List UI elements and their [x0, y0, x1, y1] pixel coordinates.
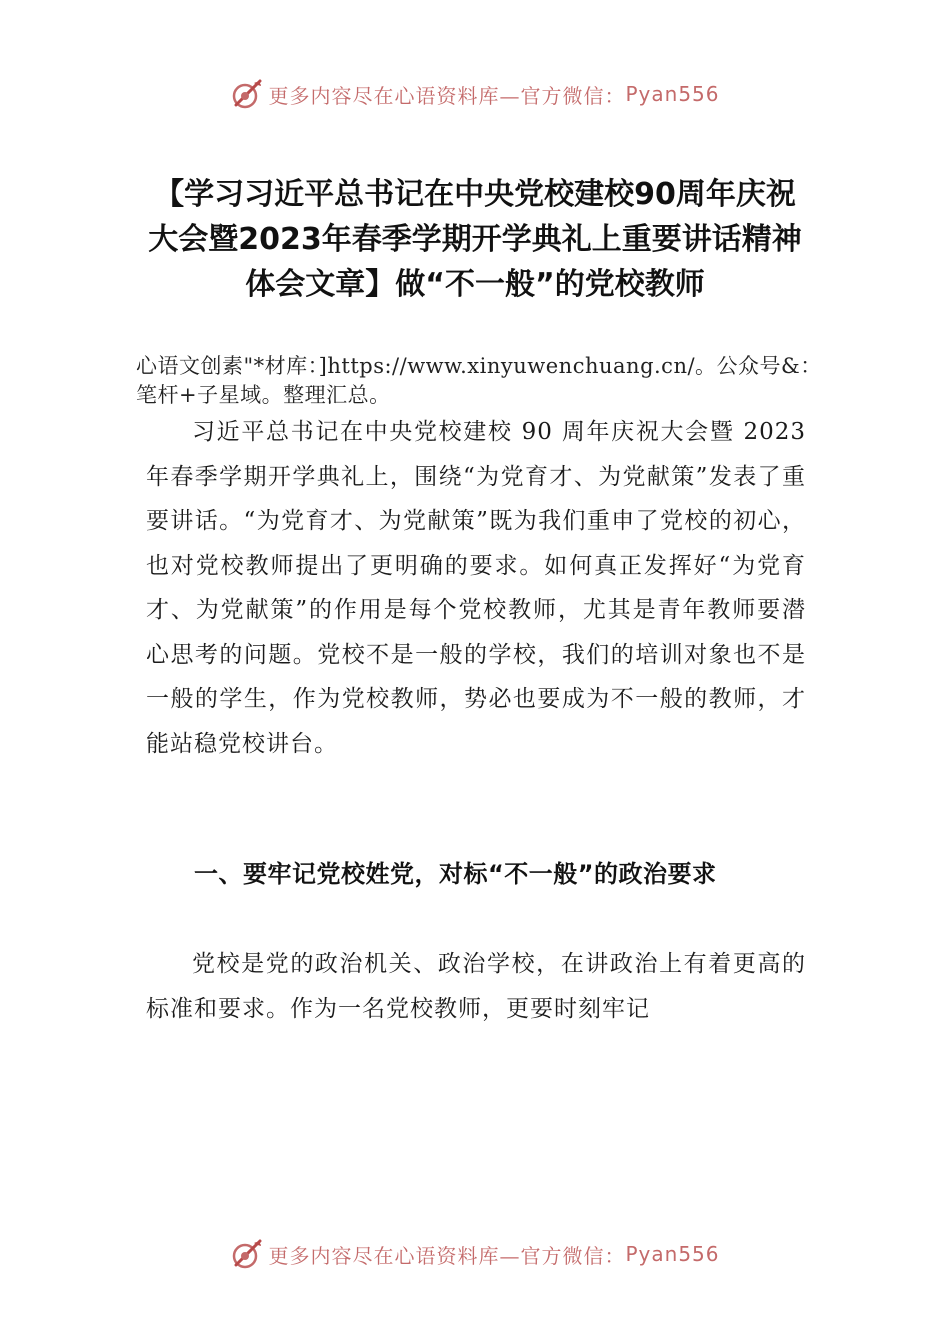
- footer-banner: [0, 1232, 950, 1276]
- footer-brand-text: 更多内容尽在心语资料库—官方微信：: [268, 1243, 626, 1268]
- banner-brand-text: 更多内容尽在心语资料库—官方微信：: [268, 83, 626, 108]
- source-note: 心语文创素"*材库：]https://www.xinyuwenchuang.cn/。公众号&：笔杆+子星域。整理汇总。: [136, 354, 822, 407]
- brush-seal-icon: [230, 77, 264, 111]
- brush-seal-icon: [230, 1237, 264, 1271]
- section-heading-1: 一、要牢记党校姓党，对标“不一般”的政治要求: [194, 860, 717, 888]
- footer-wechat-handle: Pyan556: [625, 1242, 720, 1266]
- banner-wechat-handle: Pyan556: [625, 82, 720, 106]
- body-paragraph-1: 习近平总书记在中央党校建校 90 周年庆祝大会暨 2023 年春季学期开学典礼上，围绕“为党育才、为党献策”发表了重要讲话。“为党育才、为党献策”既为我们重申了党校的初心，也对党校教师提出了更明确的要求。如何真正发挥好“为党育才、为党献策”的作用是每个党校教师，尤其是青年教师要潜心思考的问题。党校不是一般的学校，我们的培训对象也不是一般的学生，作为党校教师，势必也要成为不一般的教师，才能站稳党校讲台。: [146, 419, 806, 757]
- header-banner: [0, 72, 950, 116]
- document-title: 【学习习近平总书记在中央党校建校90周年庆祝大会暨2023年春季学期开学典礼上重要讲话精神体会文章】做“不一般”的党校教师: [148, 177, 802, 302]
- body-paragraph-2: 党校是党的政治机关、政治学校，在讲政治上有着更高的标准和要求。作为一名党校教师，更要时刻牢记: [146, 951, 806, 1022]
